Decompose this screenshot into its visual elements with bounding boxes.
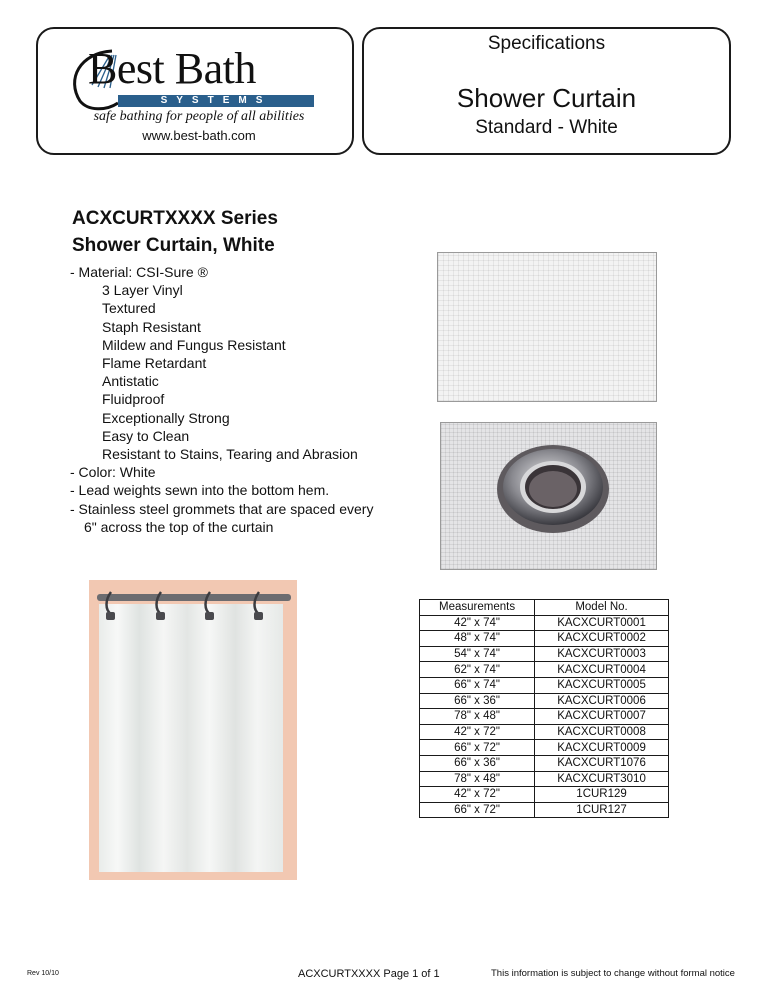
logo-systems-bar: SYSTEMS xyxy=(118,95,314,107)
table-row xyxy=(420,677,669,693)
table-row xyxy=(420,615,669,631)
header-model-no: Model No. xyxy=(535,600,669,616)
model-cell: KACXCURT0009 xyxy=(535,740,669,756)
measurement-cell: 78" x 48" xyxy=(420,771,535,787)
material-prop: Easy to Clean xyxy=(102,427,190,444)
material-prop: Resistant to Stains, Tearing and Abrasion xyxy=(102,446,358,463)
page-title: Shower Curtain xyxy=(456,83,637,113)
model-cell: KACXCURT0003 xyxy=(535,646,669,662)
measurement-cell: 66" x 36" xyxy=(420,693,535,709)
table-row xyxy=(420,693,669,709)
texture-photo xyxy=(437,252,657,402)
spec-box xyxy=(362,27,731,155)
product-heading xyxy=(72,205,278,259)
product-name: Shower Curtain, White xyxy=(72,235,275,256)
page-subtitle: Standard - White xyxy=(475,117,618,138)
model-table xyxy=(419,599,669,818)
material-prop: Exceptionally Strong xyxy=(102,409,230,426)
logo-brand: Best Bath xyxy=(88,44,256,93)
logo-box xyxy=(36,27,354,155)
table-row xyxy=(420,709,669,725)
feature-material: - Material: CSI-Sure ® xyxy=(70,264,208,280)
material-prop: Antistatic xyxy=(102,373,159,390)
grommet-icon xyxy=(441,423,656,569)
table-row xyxy=(420,631,669,647)
footer-page: ACXCURTXXXX Page 1 of 1 xyxy=(298,968,440,980)
model-cell: 1CUR127 xyxy=(535,802,669,818)
feature-list xyxy=(70,263,373,536)
feature-grommets-cont: 6" across the top of the curtain xyxy=(84,518,274,535)
logo-url: www.best-bath.com xyxy=(142,128,256,143)
model-cell: KACXCURT1076 xyxy=(535,755,669,771)
measurement-cell: 54" x 74" xyxy=(420,646,535,662)
measurement-cell: 78" x 48" xyxy=(420,709,535,725)
feature-weights: - Lead weights sewn into the bottom hem. xyxy=(70,482,330,499)
curtain-rod-icon xyxy=(89,580,297,880)
measurement-cell: 66" x 74" xyxy=(420,677,535,693)
table-row xyxy=(420,787,669,803)
model-cell: 1CUR129 xyxy=(535,787,669,803)
model-cell: KACXCURT3010 xyxy=(535,771,669,787)
material-prop: Staph Resistant xyxy=(102,318,201,335)
table-row xyxy=(420,740,669,756)
table-row xyxy=(420,646,669,662)
measurement-cell: 66" x 72" xyxy=(420,740,535,756)
spec-label: Specifications xyxy=(487,33,606,54)
table-row xyxy=(420,662,669,678)
table-header-row xyxy=(420,600,669,616)
model-cell: KACXCURT0002 xyxy=(535,631,669,647)
footer-notice: This information is subject to change without formal notice xyxy=(491,968,735,979)
measurement-cell: 66" x 36" xyxy=(420,755,535,771)
logo-tagline: safe bathing for people of all abilities xyxy=(93,109,305,124)
measurement-cell: 48" x 74" xyxy=(420,631,535,647)
grommet-photo xyxy=(440,422,657,570)
curtain-photo xyxy=(89,580,297,880)
measurement-cell: 62" x 74" xyxy=(420,662,535,678)
measurement-cell: 42" x 74" xyxy=(420,615,535,631)
feature-grommets: - Stainless steel grommets that are spaced every xyxy=(70,500,374,517)
header-measurements: Measurements xyxy=(420,600,535,616)
series-title: ACXCURTXXXX Series xyxy=(72,208,278,229)
footer-revision: Rev 10/10 xyxy=(27,970,59,977)
model-cell: KACXCURT0007 xyxy=(535,709,669,725)
material-prop: Fluidproof xyxy=(102,391,165,408)
measurement-cell: 66" x 72" xyxy=(420,802,535,818)
model-cell: KACXCURT0006 xyxy=(535,693,669,709)
feature-color: - Color: White xyxy=(70,464,156,481)
table-row xyxy=(420,771,669,787)
table-row xyxy=(420,755,669,771)
measurement-cell: 42" x 72" xyxy=(420,787,535,803)
model-cell: KACXCURT0004 xyxy=(535,662,669,678)
material-prop: 3 Layer Vinyl xyxy=(102,282,183,299)
table-row xyxy=(420,724,669,740)
material-prop: Flame Retardant xyxy=(102,355,207,372)
model-cell: KACXCURT0008 xyxy=(535,724,669,740)
model-cell: KACXCURT0005 xyxy=(535,677,669,693)
model-cell: KACXCURT0001 xyxy=(535,615,669,631)
table-row xyxy=(420,802,669,818)
measurement-cell: 42" x 72" xyxy=(420,724,535,740)
material-prop: Textured xyxy=(102,300,156,317)
material-prop: Mildew and Fungus Resistant xyxy=(102,336,286,353)
